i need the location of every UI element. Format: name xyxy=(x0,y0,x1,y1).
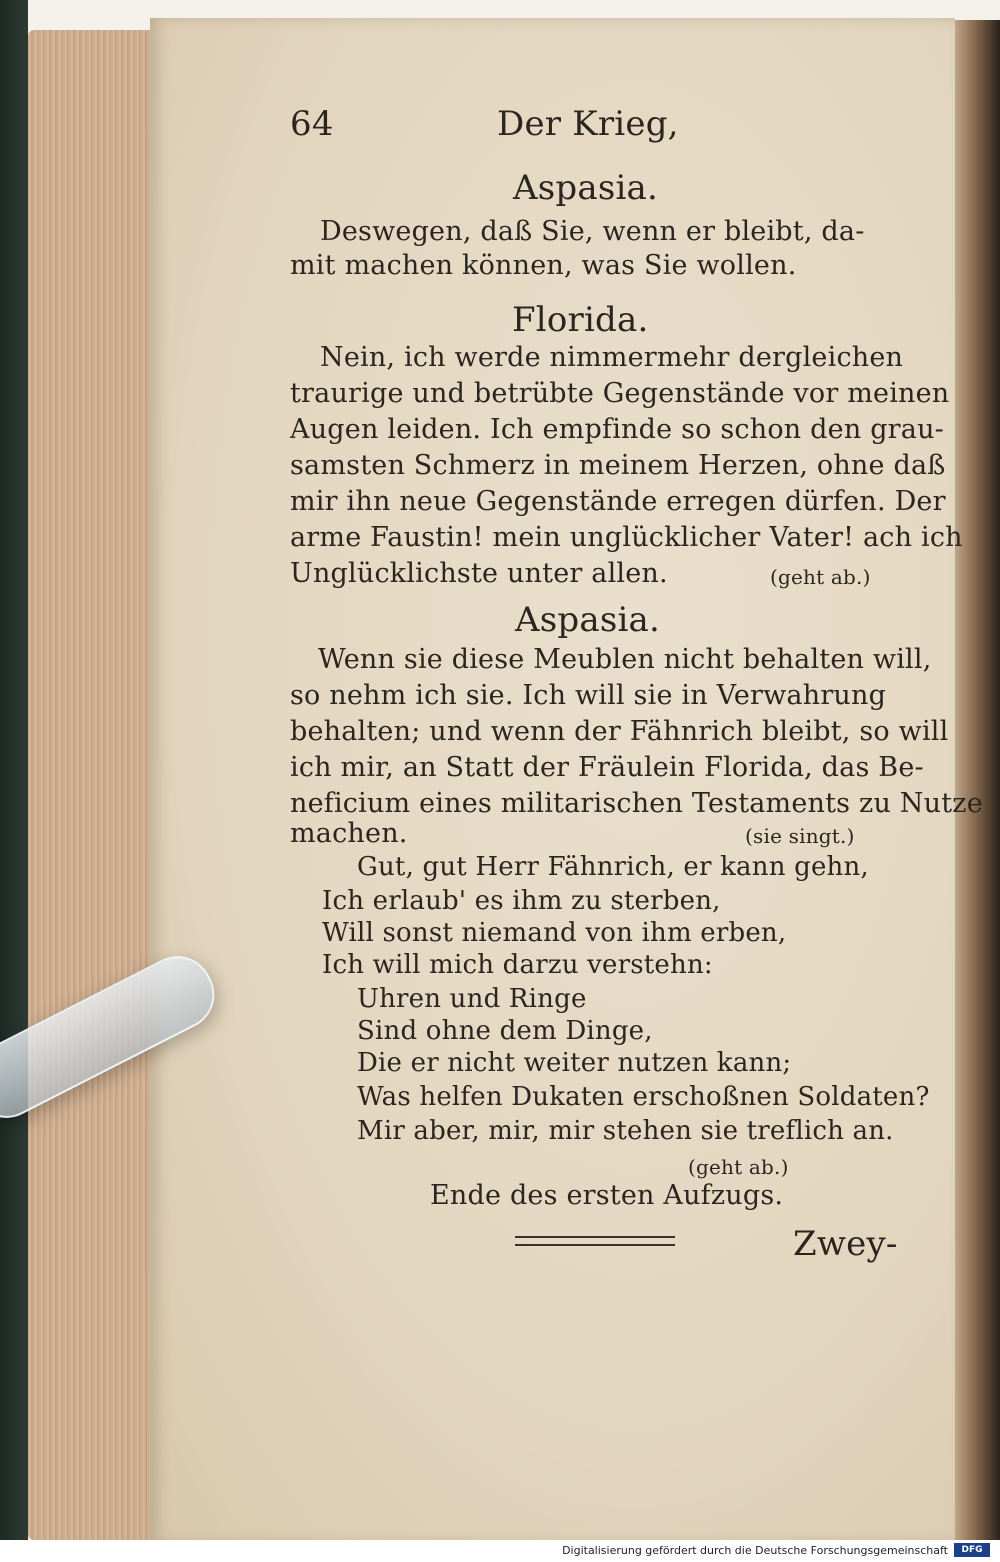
text-line: neficium eines militarischen Testaments zu Nutze xyxy=(290,788,983,819)
speaker-name: Florida. xyxy=(512,300,649,340)
speaker-name: Aspasia. xyxy=(513,168,659,208)
text-line: samsten Schmerz in meinem Herzen, ohne daß xyxy=(290,450,946,481)
text-line: Unglücklichste unter allen. xyxy=(290,558,668,589)
decorative-rule xyxy=(515,1236,675,1246)
text-line: so nehm ich sie. Ich will sie in Verwahrung xyxy=(290,680,887,711)
song-line: Ich erlaub' es ihm zu sterben, xyxy=(322,886,721,916)
text-line: Nein, ich werde nimmermehr dergleichen xyxy=(320,342,904,373)
text-line: mit machen können, was Sie wollen. xyxy=(290,250,797,281)
text-line: machen. xyxy=(290,818,408,849)
text-line: mir ihn neue Gegenstände erregen dürfen. Der xyxy=(290,486,946,517)
text-line: Deswegen, daß Sie, wenn er bleibt, da- xyxy=(320,216,865,247)
song-line: Ich will mich darzu verstehn: xyxy=(322,950,713,980)
song-line: Die er nicht weiter nutzen kann; xyxy=(357,1048,792,1078)
text-line: behalten; und wenn der Fähnrich bleibt, so will xyxy=(290,716,949,747)
stage-direction: (geht ab.) xyxy=(688,1155,789,1179)
speaker-name: Aspasia. xyxy=(515,600,661,640)
act-end-heading: Ende des ersten Aufzugs. xyxy=(430,1180,784,1211)
text-line: arme Faustin! mein unglücklicher Vater! ach ich xyxy=(290,522,963,553)
binding-shadow xyxy=(955,20,1000,1540)
song-line: Was helfen Dukaten erschoßnen Soldaten? xyxy=(357,1082,930,1112)
text-line: ich mir, an Statt der Fräulein Florida, das Be- xyxy=(290,752,924,783)
footer-credit: Digitalisierung gefördert durch die Deutsche Forschungsgemeinschaft xyxy=(562,1544,948,1557)
page-number: 64 xyxy=(290,104,334,144)
scanner-background xyxy=(0,0,28,1540)
song-line: Will sonst niemand von ihm erben, xyxy=(322,918,787,948)
song-line: Sind ohne dem Dinge, xyxy=(357,1016,653,1046)
text-line: traurige und betrübte Gegenstände vor meinen xyxy=(290,378,950,409)
text-line: Wenn sie diese Meublen nicht behalten will, xyxy=(318,644,932,675)
catchword: Zwey- xyxy=(793,1224,898,1264)
stage-direction: (sie singt.) xyxy=(745,824,855,848)
text-line: Augen leiden. Ich empfinde so schon den grau- xyxy=(290,414,944,445)
song-line: Gut, gut Herr Fähnrich, er kann gehn, xyxy=(357,852,869,882)
dfg-logo: DFG xyxy=(954,1543,990,1557)
stage-direction: (geht ab.) xyxy=(770,565,871,589)
song-line: Mir aber, mir, mir stehen sie treflich an. xyxy=(357,1116,894,1146)
page-block-edges xyxy=(28,30,163,1540)
running-title: Der Krieg, xyxy=(497,104,679,144)
song-line: Uhren und Ringe xyxy=(357,984,587,1014)
